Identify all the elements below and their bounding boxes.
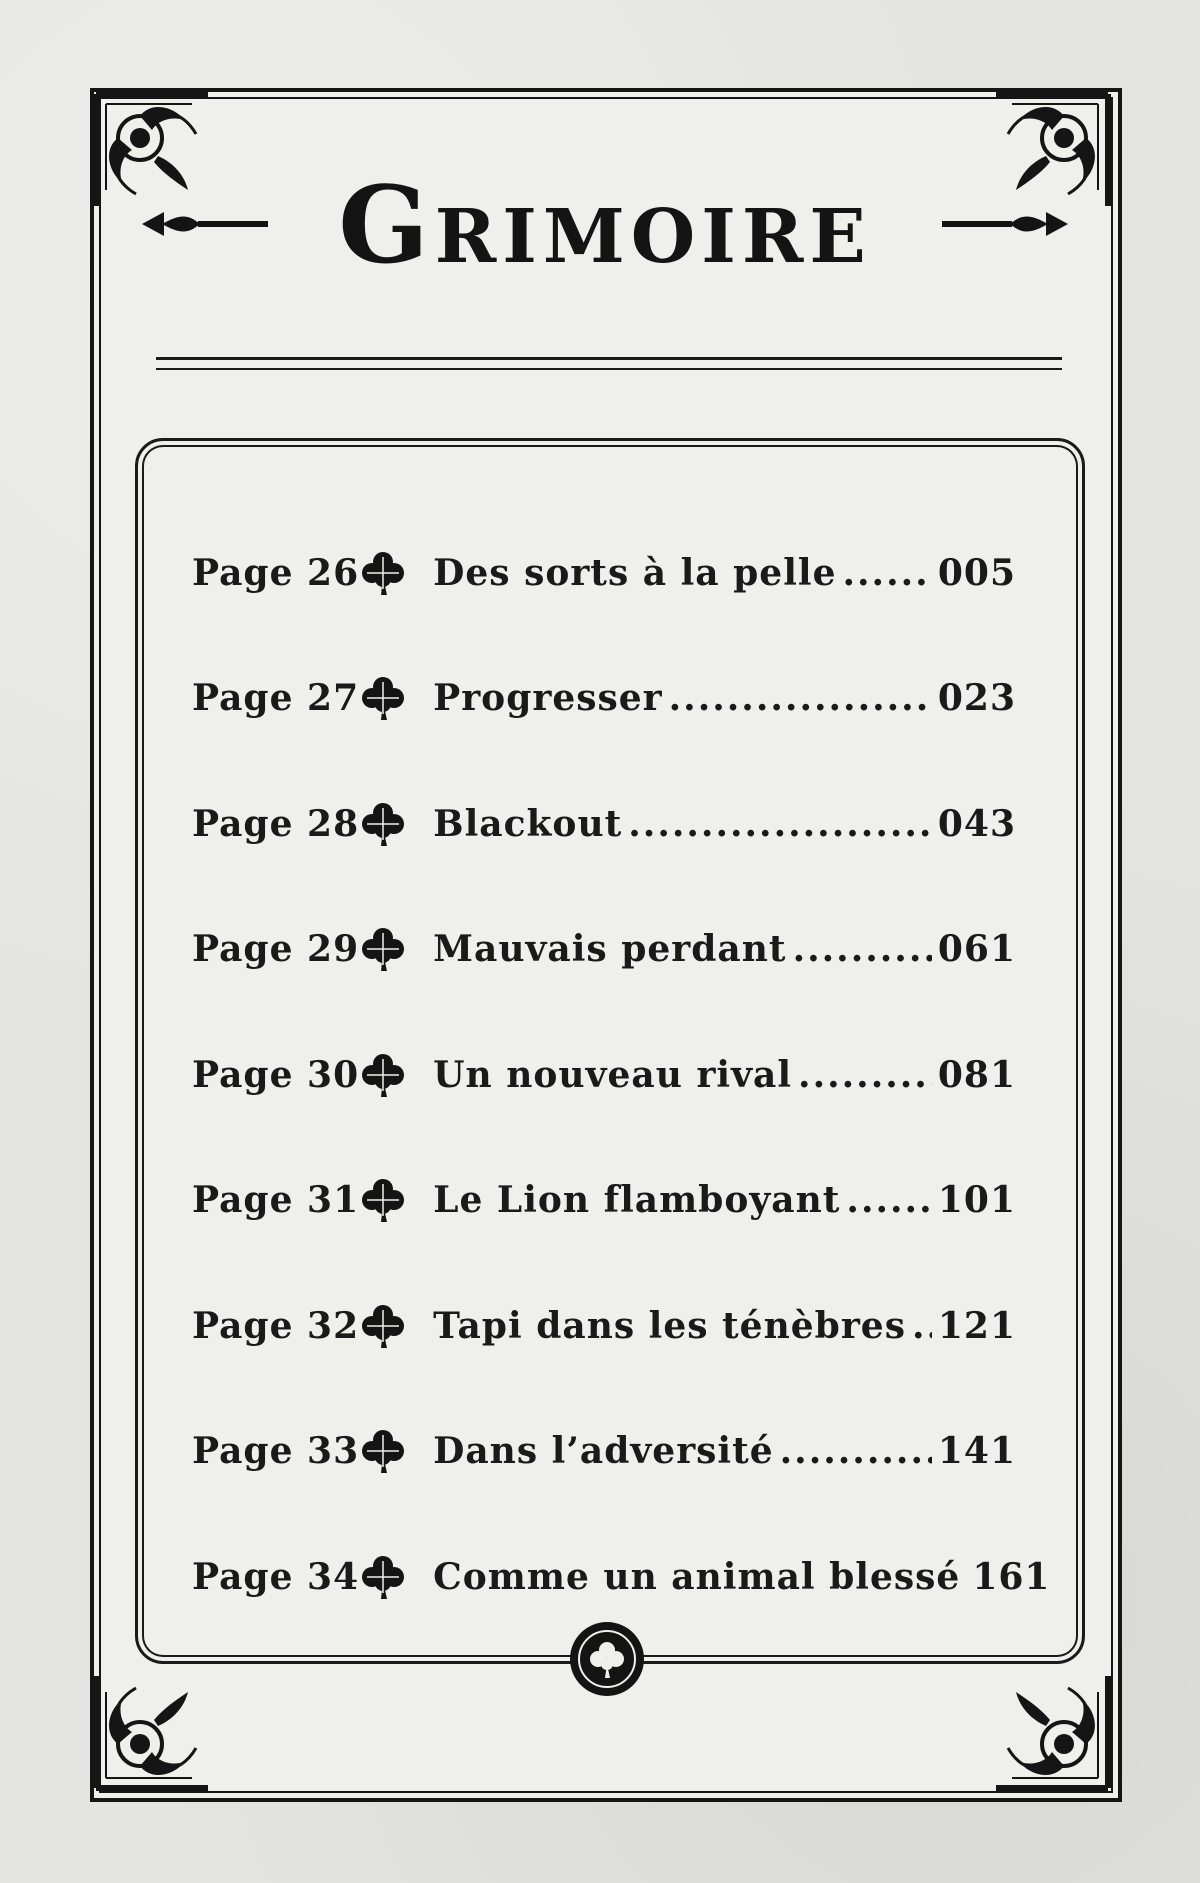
toc-row: [192, 1389, 1016, 1515]
toc-row: [192, 1263, 1016, 1389]
clover-icon: [359, 1302, 407, 1350]
clover-icon: [359, 925, 407, 973]
title-block: [140, 150, 1070, 300]
chapter-title: Des sorts à la pelle: [433, 551, 837, 594]
chapter-title: Progresser: [433, 677, 663, 720]
toc-row: [192, 761, 1016, 887]
chapter-page-label: Page 29: [192, 928, 360, 971]
chapter-page-number: 005: [937, 551, 1016, 594]
corner-ornament-icon: [92, 1672, 212, 1792]
chapter-page-number: 161: [972, 1555, 1051, 1598]
chapter-page-label: Page 28: [192, 802, 360, 845]
chapter-page-number: 121: [937, 1304, 1016, 1347]
clover-icon: [359, 1051, 407, 1099]
dot-leader: [793, 927, 932, 971]
clover-icon: [359, 1176, 407, 1224]
clover-icon: [359, 674, 407, 722]
dot-leader: [798, 1053, 932, 1097]
chapter-page-label: Page 31: [192, 1179, 360, 1222]
chapter-page-label: Page 27: [192, 677, 360, 720]
toc-row: [192, 510, 1016, 636]
dot-leader: [912, 1304, 932, 1348]
dot-leader: [842, 551, 931, 595]
chapter-title: Un nouveau rival: [433, 1053, 793, 1096]
chapter-page-number: 023: [937, 677, 1016, 720]
chapter-page-label: Page 30: [192, 1053, 360, 1096]
dot-leader: [669, 676, 932, 720]
chapter-title: Le Lion flamboyant: [433, 1179, 841, 1222]
chapter-title: Comme un animal blessé: [433, 1555, 961, 1598]
chapter-title: Tapi dans les ténèbres: [433, 1304, 906, 1347]
dot-leader: [780, 1429, 932, 1473]
title-divider: [156, 357, 1062, 370]
toc-row: [192, 1138, 1016, 1264]
dot-leader: [846, 1178, 931, 1222]
corner-ornament-icon: [992, 1672, 1112, 1792]
clover-icon: [359, 800, 407, 848]
chapter-title: Dans l’adversité: [433, 1430, 774, 1473]
chapter-page-label: Page 32: [192, 1304, 360, 1347]
clover-medallion-icon: [568, 1620, 646, 1698]
chapter-title: Mauvais perdant: [433, 928, 787, 971]
chapter-page-label: Page 33: [192, 1430, 360, 1473]
clover-icon: [359, 1553, 407, 1601]
chapter-page-label: Page 26: [192, 551, 360, 594]
clover-icon: [359, 549, 407, 597]
dot-leader: [628, 802, 932, 846]
toc-row: [192, 1012, 1016, 1138]
chapter-page-number: 043: [937, 802, 1016, 845]
clover-icon: [359, 1427, 407, 1475]
toc-row: [192, 636, 1016, 762]
toc-row: [192, 887, 1016, 1013]
page-title: Grimoire: [338, 162, 872, 287]
chapter-page-number: 061: [937, 928, 1016, 971]
chapter-page-number: 081: [937, 1053, 1016, 1096]
chapter-page-number: 101: [937, 1179, 1016, 1222]
chapter-page-label: Page 34: [192, 1555, 360, 1598]
chapter-title: Blackout: [433, 802, 623, 845]
table-of-contents: [192, 510, 1051, 1640]
chapter-page-number: 141: [937, 1430, 1016, 1473]
title-flourish-icon: [940, 202, 1070, 246]
